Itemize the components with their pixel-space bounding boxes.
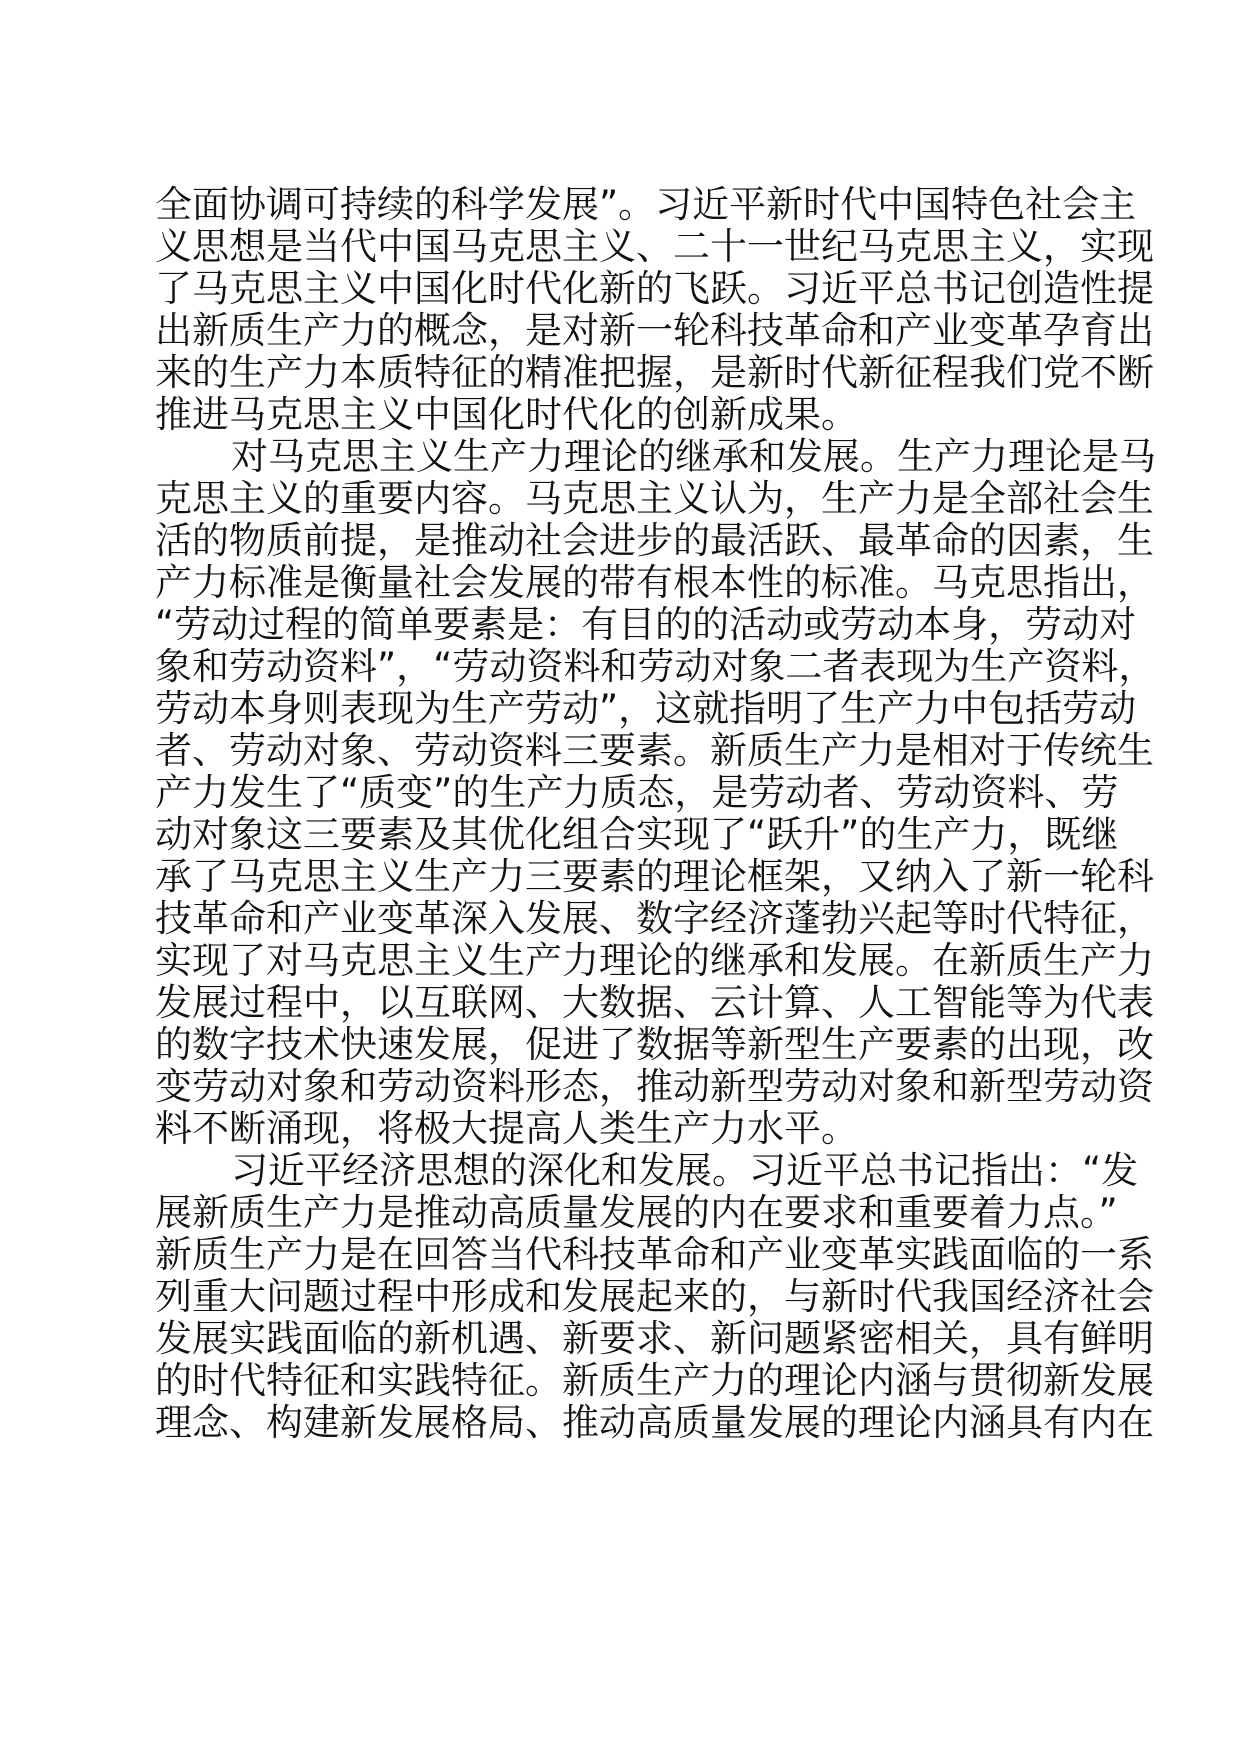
text-line: 克思主义的重要内容。马克思主义认为，生产力是全部社会生 bbox=[155, 477, 1154, 520]
text-line: 劳动本身则表现为生产劳动”，这就指明了生产力中包括劳动 bbox=[155, 687, 1137, 730]
paragraph bbox=[155, 183, 1154, 436]
text-line: 料不断涌现，将极大提高人类生产力水平。 bbox=[155, 1107, 858, 1150]
text-line: 者、劳动对象、劳动资料三要素。新质生产力是相对于传统生 bbox=[155, 729, 1154, 772]
text-line: 出新质生产力的概念，是对新一轮科技革命和产业变革孕育出 bbox=[155, 309, 1154, 352]
text-line: 习近平经济思想的深化和发展。习近平总书记指出：“发 bbox=[231, 1149, 1139, 1192]
text-line: 的数字技术快速发展，促进了数据等新型生产要素的出现，改 bbox=[155, 1023, 1154, 1066]
text-line: 发展过程中，以互联网、大数据、云计算、人工智能等为代表 bbox=[155, 981, 1154, 1024]
text-line: 发展实践面临的新机遇、新要求、新问题紧密相关，具有鲜明 bbox=[155, 1317, 1154, 1360]
paragraph bbox=[155, 1149, 1154, 1444]
text-line: 实现了对马克思主义生产力理论的继承和发展。在新质生产力 bbox=[155, 939, 1154, 982]
text-line: 来的生产力本质特征的精准把握，是新时代新征程我们党不断 bbox=[155, 351, 1154, 394]
document-page bbox=[155, 183, 1156, 1444]
text-line: 产力发生了“质变”的生产力质态，是劳动者、劳动资料、劳 bbox=[155, 771, 1119, 814]
text-line: 推进马克思主义中国化时代化的创新成果。 bbox=[155, 393, 858, 436]
text-line: 的时代特征和实践特征。新质生产力的理论内涵与贯彻新发展 bbox=[155, 1359, 1154, 1402]
text-line: 理念、构建新发展格局、推动高质量发展的理论内涵具有内在 bbox=[155, 1401, 1154, 1444]
text-line: 义思想是当代中国马克思主义、二十一世纪马克思主义，实现 bbox=[155, 225, 1154, 268]
text-line: 变劳动对象和劳动资料形态，推动新型劳动对象和新型劳动资 bbox=[155, 1065, 1154, 1108]
text-line: 产力标准是衡量社会发展的带有根本性的标准。马克思指出， bbox=[155, 561, 1154, 604]
text-line: 动对象这三要素及其优化组合实现了“跃升”的生产力，既继 bbox=[155, 813, 1119, 856]
text-line: 技革命和产业变革深入发展、数字经济蓬勃兴起等时代特征， bbox=[155, 897, 1154, 940]
text-line: 象和劳动资料”，“劳动资料和劳动对象二者表现为生产资料， bbox=[155, 645, 1156, 688]
text-line: 列重大问题过程中形成和发展起来的，与新时代我国经济社会 bbox=[155, 1275, 1154, 1318]
text-line: 活的物质前提，是推动社会进步的最活跃、最革命的因素，生 bbox=[155, 519, 1154, 562]
text-line: 承了马克思主义生产力三要素的理论框架，又纳入了新一轮科 bbox=[155, 855, 1154, 898]
text-line: 全面协调可持续的科学发展”。习近平新时代中国特色社会主 bbox=[155, 183, 1137, 226]
text-line: 了马克思主义中国化时代化新的飞跃。习近平总书记创造性提 bbox=[155, 267, 1154, 310]
text-line: 新质生产力是在回答当代科技革命和产业变革实践面临的一系 bbox=[155, 1233, 1154, 1276]
paragraph bbox=[155, 435, 1156, 1150]
text-line: “劳动过程的简单要素是：有目的的活动或劳动本身，劳动对 bbox=[155, 603, 1137, 646]
text-line: 展新质生产力是推动高质量发展的内在要求和重要着力点。” bbox=[155, 1191, 1118, 1234]
text-line: 对马克思主义生产力理论的继承和发展。生产力理论是马 bbox=[231, 435, 1156, 478]
